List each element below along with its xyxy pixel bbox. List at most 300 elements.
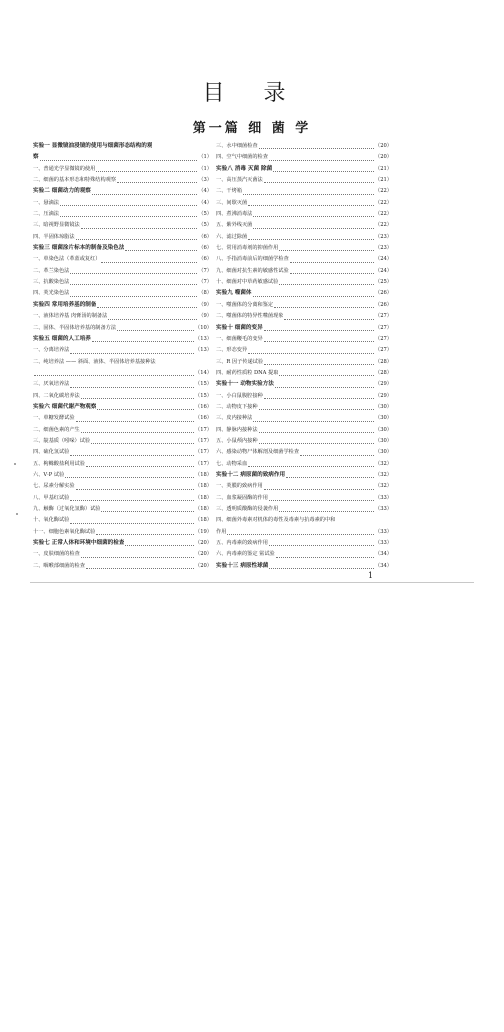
toc-entry xyxy=(33,425,212,436)
dot-leader xyxy=(125,250,197,251)
toc-entry xyxy=(33,368,212,379)
toc-entry-page: （18） xyxy=(195,471,212,478)
toc-entry xyxy=(33,220,212,231)
dot-leader xyxy=(273,171,374,172)
toc-entry-label: 五、枸橼酸盐利用试验 xyxy=(33,460,85,467)
toc-entry xyxy=(216,515,392,526)
scan-speck xyxy=(16,513,18,515)
toc-entry-page: （26） xyxy=(375,301,392,308)
toc-entry-label: 三、厌氧培养法 xyxy=(33,381,70,388)
toc-entry-label: 四、二氧化碳培养法 xyxy=(33,392,80,399)
dot-leader xyxy=(96,534,194,535)
toc-entry xyxy=(216,538,392,549)
toc-entry-label: 七、动物采血 xyxy=(216,460,248,467)
toc-entry-page: （20） xyxy=(195,562,212,569)
dot-leader xyxy=(76,421,195,422)
dot-leader xyxy=(269,545,374,546)
dot-leader xyxy=(264,341,374,342)
toc-entry-label: 四、半固体琼脂法 xyxy=(33,233,75,240)
toc-entry-label: 六、V·P 试验 xyxy=(33,471,65,478)
scan-speck xyxy=(14,463,16,465)
toc-entry xyxy=(33,254,212,265)
toc-entry-page: （15） xyxy=(195,381,212,388)
toc-entry-label: 一、悬滴法 xyxy=(33,199,59,206)
dot-leader xyxy=(81,432,194,433)
toc-entry xyxy=(216,402,392,413)
toc-entry-page: （30） xyxy=(375,449,392,456)
toc-entry-page: （17） xyxy=(195,437,212,444)
toc-entry-page: （16） xyxy=(195,403,212,410)
toc-entry xyxy=(33,391,212,402)
dot-leader xyxy=(81,557,194,558)
toc-entry-label: 三、透明质酸酶的侵袭作用 xyxy=(216,506,279,512)
toc-entry-label: 一、小白鼠腹腔接种 xyxy=(216,392,263,399)
toc-entry-label: 实验九 噬菌体 xyxy=(216,290,252,297)
dot-leader xyxy=(279,511,374,512)
toc-entry-label: 三、间歇灭菌 xyxy=(216,199,248,206)
toc-entry xyxy=(33,504,212,515)
toc-chapter-entry xyxy=(33,243,212,254)
toc-chapter-entry xyxy=(216,323,392,334)
toc-entry-page: （17） xyxy=(195,426,212,433)
toc-entry-page: （8） xyxy=(198,290,212,297)
toc-entry xyxy=(216,413,392,424)
toc-entry xyxy=(33,175,212,186)
dot-leader xyxy=(264,489,374,490)
toc-entry-page: （9） xyxy=(198,313,212,320)
toc-entry xyxy=(216,334,392,345)
toc-entry-page: （27） xyxy=(375,347,392,354)
toc-entry xyxy=(216,425,392,436)
toc-entry-label: 二、细菌的基本形态和特殊结构观察 xyxy=(33,177,117,184)
toc-entry-label: 二、形态变异 xyxy=(216,347,248,354)
toc-right-column xyxy=(216,141,392,572)
toc-entry-label: 四、细菌外毒素对机体的毒性及毒素与抗毒素的中和 xyxy=(216,517,336,524)
toc-entry-page: （21） xyxy=(375,165,392,172)
toc-entry xyxy=(33,436,212,447)
toc-entry-page: （15） xyxy=(195,392,212,399)
toc-entry-label: 十一、细胞色素氧化酶试验 xyxy=(33,528,96,535)
dot-leader xyxy=(34,375,194,376)
toc-chapter-entry xyxy=(33,141,212,152)
toc-entry-page: （17） xyxy=(195,449,212,456)
toc-entry xyxy=(216,300,392,311)
toc-entry-page: （29） xyxy=(375,392,392,399)
toc-entry-page: （3） xyxy=(198,177,212,184)
toc-entry-label: 实验七 正常人体和环境中细菌的检查 xyxy=(33,540,125,547)
dot-leader xyxy=(253,296,375,297)
toc-entry-label: 实验十 细菌的变异 xyxy=(216,324,263,331)
dot-leader xyxy=(279,375,374,376)
toc-entry-page: （22） xyxy=(375,222,392,229)
dot-leader xyxy=(248,353,374,354)
dot-leader xyxy=(259,443,375,444)
toc-entry xyxy=(33,527,212,538)
toc-entry-page: （33） xyxy=(375,506,392,512)
toc-entry-page: （10） xyxy=(195,324,212,331)
dot-leader xyxy=(284,319,374,320)
toc-entry-label: 六、内毒素的鉴定 鲎试验 xyxy=(216,551,275,558)
toc-entry-label: 二、细菌色素的产生 xyxy=(33,426,80,433)
toc-entry xyxy=(33,470,212,481)
dot-leader xyxy=(91,443,194,444)
toc-entry xyxy=(216,436,392,447)
toc-entry-label: 实验四 常用培养基的制备 xyxy=(33,301,97,308)
toc-entry-page: （5） xyxy=(198,222,212,229)
dot-leader xyxy=(227,534,374,535)
toc-entry xyxy=(216,368,392,379)
dot-leader xyxy=(101,262,197,263)
toc-entry-label: 一、皮肤细菌的检查 xyxy=(33,551,80,558)
dot-leader xyxy=(300,455,374,456)
dot-leader xyxy=(264,398,374,399)
toc-entry-label: 六、感染动物尸体解剖及细菌学检查 xyxy=(216,449,300,456)
toc-entry-page: （33） xyxy=(375,528,392,535)
toc-entry-page: （17） xyxy=(195,460,212,467)
toc-entry-page: （23） xyxy=(375,245,392,252)
toc-entry-page: （20） xyxy=(375,154,392,161)
toc-entry-page: （22） xyxy=(375,199,392,206)
dot-leader xyxy=(70,273,197,274)
toc-entry-label: 八、甲基红试验 xyxy=(33,494,70,501)
toc-entry-page: （6） xyxy=(198,233,212,240)
toc-entry-page: （22） xyxy=(375,188,392,195)
toc-entry xyxy=(33,164,212,175)
toc-chapter-entry xyxy=(33,538,212,549)
toc-entry-page: （30） xyxy=(375,415,392,422)
toc-entry-page: （5） xyxy=(198,211,212,218)
toc-entry-page: （18） xyxy=(195,494,212,501)
dot-leader xyxy=(248,466,374,467)
dot-leader xyxy=(65,477,194,478)
toc-entry-label: 作用 xyxy=(216,528,227,535)
toc-entry xyxy=(33,232,212,243)
toc-entry-label: 实验十二 病原菌的致病作用 xyxy=(216,471,286,478)
dot-leader xyxy=(276,557,374,558)
toc-entry-label: 四、煮沸消毒法 xyxy=(216,211,253,218)
toc-entry-label: 二、咽喉部细菌的检查 xyxy=(33,562,85,569)
toc-entry xyxy=(33,266,212,277)
toc-entry-page: （21） xyxy=(375,177,392,184)
toc-entry-page: （26） xyxy=(375,290,392,297)
toc-entry-label: 一、噬菌体的分离和鉴定 xyxy=(216,301,274,308)
toc-entry-page: （28） xyxy=(375,358,392,365)
toc-entry xyxy=(33,209,212,220)
toc-entry-label: 三、皮内接种法 xyxy=(216,415,253,422)
dot-leader xyxy=(274,307,374,308)
toc-entry-page: （4） xyxy=(198,188,212,195)
toc-entry-page: （1） xyxy=(198,154,212,161)
toc-entry-label: 七、尿素分解实验 xyxy=(33,483,75,490)
toc-entry-label: 五、紫外线灭菌 xyxy=(216,222,253,229)
toc-entry-page: （34） xyxy=(375,562,392,569)
toc-entry-page: （18） xyxy=(195,517,212,524)
toc-entry xyxy=(216,504,392,515)
toc-entry-label: 实验五 细菌的人工培养 xyxy=(33,335,91,342)
toc-entry-page: （34） xyxy=(375,551,392,558)
dot-leader xyxy=(92,341,194,342)
toc-entry xyxy=(216,277,392,288)
toc-chapter-entry xyxy=(33,152,212,163)
toc-entry xyxy=(216,447,392,458)
toc-entry xyxy=(216,459,392,470)
toc-entry-label: 二、血浆凝固酶的作用 xyxy=(216,494,268,501)
toc-entry-label: 二、噬菌体的特异性噬菌现象 xyxy=(216,313,284,320)
toc-chapter-entry xyxy=(216,288,392,299)
toc-entry-label: 二、革兰染色法 xyxy=(33,267,70,274)
dot-leader xyxy=(70,353,194,354)
toc-entry-label: 实验十三 病原性球菌 xyxy=(216,562,269,569)
toc-chapter-entry xyxy=(33,300,212,311)
dot-leader xyxy=(264,364,374,365)
toc-entry-label: 四、静脉内接种法 xyxy=(216,426,258,433)
toc-entry xyxy=(216,266,392,277)
page-number: 1 xyxy=(368,571,374,580)
toc-entry-page: （7） xyxy=(198,279,212,286)
toc-entry-page: （20） xyxy=(195,551,212,558)
toc-entry xyxy=(33,481,212,492)
dot-leader xyxy=(279,250,374,251)
toc-entry xyxy=(33,413,212,424)
toc-entry xyxy=(216,220,392,231)
dot-leader xyxy=(70,523,194,524)
part-title: 第一篇 细 菌 学 xyxy=(192,121,312,136)
dot-leader xyxy=(269,568,374,569)
toc-entry-page: （20） xyxy=(195,540,212,547)
dot-leader xyxy=(76,239,198,240)
dot-leader xyxy=(108,319,197,320)
dot-leader xyxy=(253,228,374,229)
toc-entry-label: 二、固体、半固体培养基的制备方法 xyxy=(33,324,117,331)
dot-leader xyxy=(60,216,197,217)
toc-chapter-entry xyxy=(33,334,212,345)
toc-entry-page: （29） xyxy=(375,381,392,388)
toc-entry-label: 六、滤过除菌 xyxy=(216,233,248,240)
dot-leader xyxy=(275,387,374,388)
dot-leader xyxy=(70,455,194,456)
toc-entry-label: 二、纯培养法 —— 斜面、液体、半固体培养基接种法 xyxy=(33,358,156,365)
toc-left-column xyxy=(33,141,212,572)
toc-chapter-entry xyxy=(216,379,392,390)
toc-entry xyxy=(216,391,392,402)
toc-entry xyxy=(216,186,392,197)
toc-entry xyxy=(33,379,212,390)
toc-entry-label: 三、暗视野显微镜法 xyxy=(33,222,80,229)
toc-entry-label: 八、手指消毒前后的细菌学检查 xyxy=(216,256,289,263)
toc-entry-page: （27） xyxy=(375,335,392,342)
toc-entry-page: （6） xyxy=(198,245,212,252)
dot-leader xyxy=(70,284,197,285)
scan-edge-line xyxy=(30,582,474,583)
toc-entry xyxy=(216,527,392,538)
toc-entry-label: 十、氧化酶试验 xyxy=(33,517,70,524)
toc-entry xyxy=(216,209,392,220)
toc-entry-label: 实验八 消毒 灭菌 除菌 xyxy=(216,165,273,172)
dot-leader xyxy=(264,182,374,183)
toc-entry-page: （24） xyxy=(375,267,392,274)
dot-leader xyxy=(259,148,375,149)
toc-entry-page: （14） xyxy=(195,369,212,376)
dot-leader xyxy=(117,330,194,331)
toc-entry xyxy=(33,515,212,526)
dot-leader xyxy=(76,489,195,490)
dot-leader xyxy=(86,466,194,467)
dot-leader xyxy=(279,284,374,285)
dot-leader xyxy=(97,409,194,410)
toc-entry xyxy=(216,311,392,322)
toc-chapter-entry xyxy=(33,186,212,197)
toc-entry-page: （13） xyxy=(195,347,212,354)
page-title: 目 录 xyxy=(202,81,302,106)
toc-entry xyxy=(216,481,392,492)
dot-leader xyxy=(290,273,374,274)
toc-entry-label: 九、触酶（过氧化氢酶）试验 xyxy=(33,506,101,512)
toc-entry-label: 一、单染色法（革蓝或复红） xyxy=(33,256,101,263)
toc-entry xyxy=(216,198,392,209)
toc-entry xyxy=(216,175,392,186)
toc-entry-label: 十、细菌对中草药敏感试验 xyxy=(216,279,279,286)
toc-entry xyxy=(216,549,392,560)
toc-entry xyxy=(216,243,392,254)
toc-entry-label: 四、荚光染色法 xyxy=(33,290,70,297)
toc-entry-page: （32） xyxy=(375,460,392,467)
dot-leader xyxy=(286,477,374,478)
toc-entry-page: （18） xyxy=(195,483,212,490)
toc-entry xyxy=(216,152,392,163)
toc-entry-label: 一、荚膜的致病作用 xyxy=(216,483,263,490)
toc-entry xyxy=(33,288,212,299)
toc-entry xyxy=(216,357,392,368)
dot-leader xyxy=(70,296,197,297)
toc-entry xyxy=(33,357,212,368)
toc-entry-label: 七、常用消毒剂的抑菌作用 xyxy=(216,245,279,252)
toc-entry-label: 三、靛基质（吲哚）试验 xyxy=(33,437,91,444)
toc-entry-label: 九、细菌对抗生素的敏感性试验 xyxy=(216,267,289,274)
toc-entry xyxy=(216,345,392,356)
toc-entry-page: （28） xyxy=(375,369,392,376)
toc-entry xyxy=(33,493,212,504)
dot-leader xyxy=(101,511,194,512)
toc-entry xyxy=(33,459,212,470)
dot-leader xyxy=(259,409,375,410)
toc-entry-label: 四、空气中细菌的检查 xyxy=(216,154,268,161)
dot-leader xyxy=(248,239,374,240)
toc-entry-page: （25） xyxy=(375,279,392,286)
dot-leader xyxy=(248,205,374,206)
toc-chapter-entry xyxy=(216,164,392,175)
toc-entry-page: （30） xyxy=(375,437,392,444)
toc-entry-label: 实验二 细菌动力的观察 xyxy=(33,188,91,195)
toc-entry-page: （24） xyxy=(375,256,392,263)
toc-entry-label: 一、高压蒸汽灭菌法 xyxy=(216,177,263,184)
toc-entry-label: 实验六 细菌代谢产物观察 xyxy=(33,403,97,410)
toc-entry-page: （13） xyxy=(195,335,212,342)
dot-leader xyxy=(117,182,197,183)
toc-entry-page: （19） xyxy=(195,528,212,535)
dot-leader xyxy=(96,171,197,172)
toc-entry xyxy=(33,198,212,209)
toc-entry xyxy=(216,493,392,504)
dot-leader xyxy=(125,545,194,546)
toc-entry-page: （23） xyxy=(375,233,392,240)
toc-entry-label: 三、R 因子传递试验 xyxy=(216,358,264,365)
toc-entry-label: 二、干烤箱 xyxy=(216,188,242,195)
toc-entry-page: （7） xyxy=(198,267,212,274)
dot-leader xyxy=(81,398,194,399)
toc-chapter-entry xyxy=(216,561,392,572)
toc-entry-page: （32） xyxy=(375,483,392,490)
toc-entry-label: 三、水中细菌检查 xyxy=(216,143,258,149)
toc-entry-page: （18） xyxy=(195,506,212,512)
dot-leader xyxy=(253,421,374,422)
dot-leader xyxy=(253,216,374,217)
toc-entry-label: 察 xyxy=(33,154,39,161)
dot-leader xyxy=(269,500,374,501)
toc-entry-page: （33） xyxy=(375,494,392,501)
dot-leader xyxy=(259,432,375,433)
toc-entry xyxy=(33,561,212,572)
dot-leader xyxy=(290,262,374,263)
toc-entry-page: （4） xyxy=(198,199,212,206)
dot-leader xyxy=(243,194,374,195)
toc-entry-page: （20） xyxy=(375,143,392,149)
toc-entry-label: 二、动物皮下接种 xyxy=(216,403,258,410)
dot-leader xyxy=(269,160,374,161)
toc-entry-label: 三、抗酸染色法 xyxy=(33,279,70,286)
toc-entry-label: 四、耐药性质粒 DNA 提取 xyxy=(216,369,279,376)
toc-entry xyxy=(33,323,212,334)
toc-entry xyxy=(33,447,212,458)
toc-entry-page: （30） xyxy=(375,403,392,410)
toc-entry-label: 一、分离培养法 xyxy=(33,347,70,354)
toc-entry-page: （27） xyxy=(375,313,392,320)
toc-entry-label: 四、硫化氢试验 xyxy=(33,449,70,456)
toc-entry xyxy=(33,345,212,356)
toc-entry-label: 一、单糖发酵试验 xyxy=(33,415,75,422)
toc-entry-page: （27） xyxy=(375,324,392,331)
toc-entry-label: 五、小鼠颅内接种 xyxy=(216,437,258,444)
toc-entry xyxy=(216,232,392,243)
dot-leader xyxy=(92,194,197,195)
toc-entry-label: 五、内毒素的致病作用 xyxy=(216,540,268,547)
toc-entry-label: 一、普通光学显微镜的使用 xyxy=(33,165,96,172)
toc-entry-page: （33） xyxy=(375,540,392,547)
dot-leader xyxy=(97,307,197,308)
toc-entry-page: （32） xyxy=(375,471,392,478)
toc-entry-page: （6） xyxy=(198,256,212,263)
toc-entry-label: 实验十一 动物实验方法 xyxy=(216,381,274,388)
toc-entry-label: 一、细菌鞭毛的变异 xyxy=(216,335,263,342)
toc-entry-page: （1） xyxy=(198,165,212,172)
dot-leader xyxy=(86,568,194,569)
dot-leader xyxy=(70,387,194,388)
toc-entry xyxy=(33,277,212,288)
toc-entry-page: （22） xyxy=(375,211,392,218)
dot-leader xyxy=(40,160,198,161)
toc-entry-page: （16） xyxy=(195,415,212,422)
dot-leader xyxy=(81,228,198,229)
toc-entry xyxy=(33,549,212,560)
toc-entry-label: 一、液体培养基 肉膏汤的制备法 xyxy=(33,313,108,320)
toc-entry-page: （9） xyxy=(198,301,212,308)
dot-leader xyxy=(264,330,374,331)
dot-leader xyxy=(70,500,194,501)
toc-entry xyxy=(216,254,392,265)
toc-entry-label: 二、压滴法 xyxy=(33,211,59,218)
toc-entry-label: 实验三 细菌涂片标本的制备及染色法 xyxy=(33,245,125,252)
toc-entry xyxy=(216,141,392,152)
toc-entry-page: （30） xyxy=(375,426,392,433)
